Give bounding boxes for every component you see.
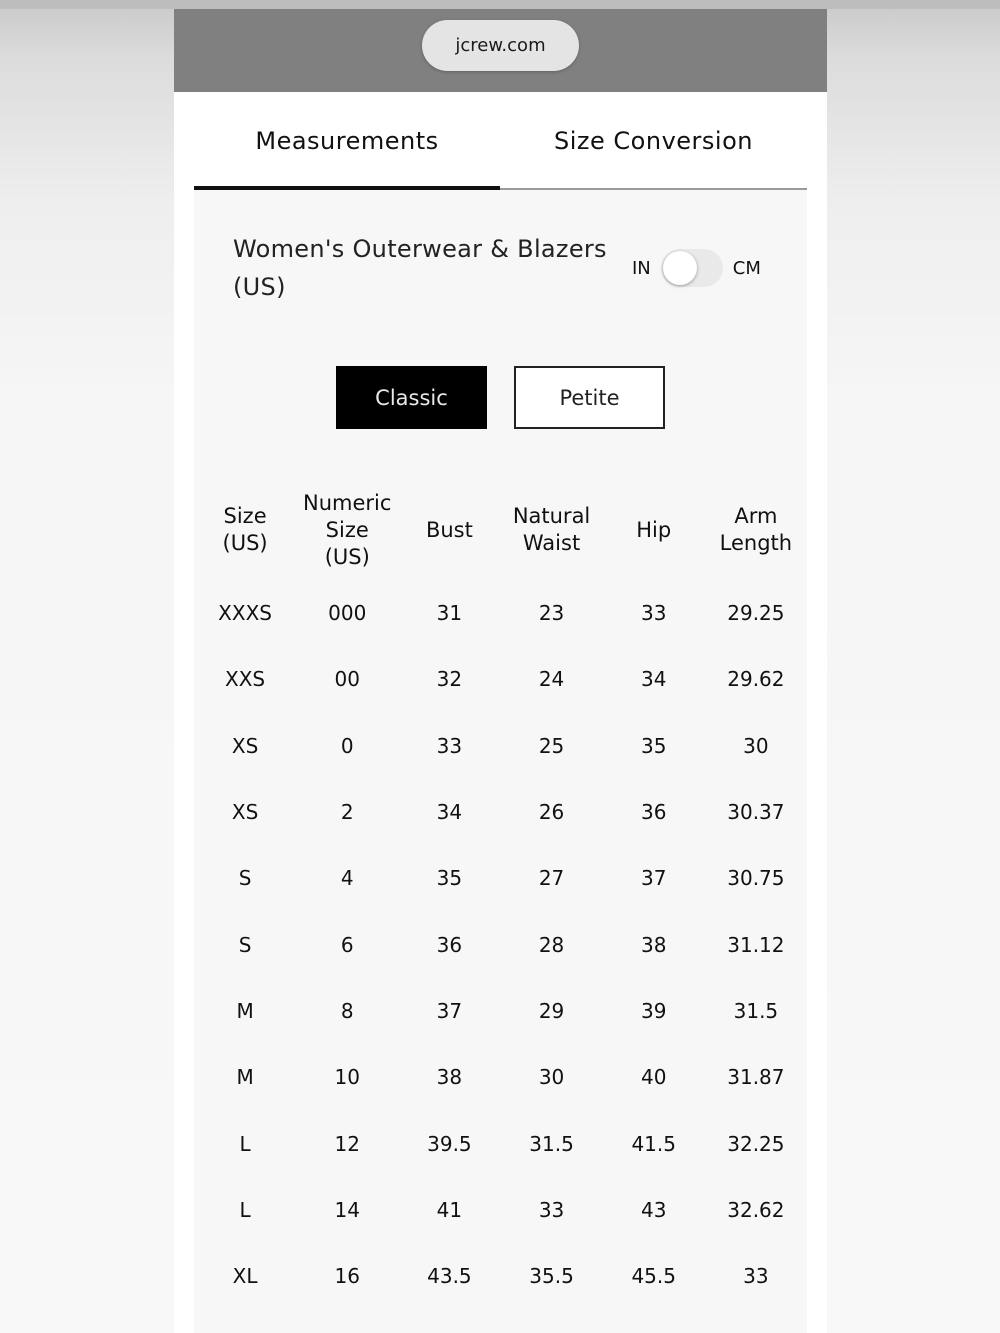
unit-label-in: IN: [632, 257, 651, 279]
tab-measurements[interactable]: Measurements: [255, 127, 439, 155]
cell-natural-waist: 33: [538, 1197, 565, 1222]
table-row: [194, 978, 807, 1044]
cell-numeric-size: 000: [328, 601, 367, 626]
cell-hip: 33: [640, 601, 667, 626]
cell-size: XL: [232, 1264, 258, 1289]
cell-hip: 40: [640, 1065, 667, 1090]
cell-bust: 35: [436, 866, 463, 891]
header-bust: Bust: [425, 517, 473, 542]
cell-natural-waist: 29: [538, 998, 565, 1023]
header-numeric-size: Numeric Size (US): [303, 490, 392, 569]
table-row: [194, 845, 807, 911]
cell-bust: 38: [436, 1065, 463, 1090]
table-row: [194, 1243, 807, 1309]
cell-hip: 45.5: [631, 1264, 676, 1289]
table-row: [194, 646, 807, 712]
cell-size: XXXS: [218, 601, 272, 626]
cell-bust: 34: [436, 800, 463, 825]
cell-size: S: [238, 932, 252, 957]
header-arm-length: Arm Length: [719, 504, 793, 555]
cell-hip: 39: [640, 998, 667, 1023]
browser-address-bar: [174, 9, 827, 92]
cell-hip: 36: [640, 800, 667, 825]
size-chart-tabs: [194, 92, 807, 192]
cell-hip: 38: [640, 932, 667, 957]
cell-natural-waist: 30: [538, 1065, 565, 1090]
mobile-viewport: [174, 9, 827, 1333]
cell-size: S: [238, 866, 252, 891]
cell-natural-waist: 25: [538, 733, 565, 758]
petite-fit-button[interactable]: Petite: [514, 366, 665, 429]
cell-arm-length: 31.87: [727, 1065, 785, 1090]
cell-size: XXS: [225, 667, 266, 692]
cell-hip: 35: [640, 733, 667, 758]
cell-natural-waist: 35.5: [529, 1264, 574, 1289]
cell-numeric-size: 4: [340, 866, 354, 891]
table-body: [194, 580, 807, 1309]
table-row: [194, 713, 807, 779]
cell-bust: 41: [436, 1197, 463, 1222]
cell-hip: 41.5: [631, 1131, 676, 1156]
cell-size: L: [239, 1131, 251, 1156]
size-chart-table: [194, 480, 807, 1309]
cell-numeric-size: 14: [334, 1197, 360, 1222]
cell-bust: 36: [436, 932, 463, 957]
cell-numeric-size: 0: [340, 733, 354, 758]
cell-size: M: [236, 998, 254, 1023]
cell-arm-length: 32.25: [727, 1131, 785, 1156]
header-natural-waist: Natural Waist: [512, 504, 591, 555]
unit-label-cm: CM: [732, 257, 761, 279]
cell-arm-length: 29.62: [727, 667, 785, 692]
header-size-us: Size (US): [222, 504, 268, 555]
category-title: Women's Outerwear & Blazers (US): [233, 235, 607, 301]
tab-size-conversion[interactable]: Size Conversion: [554, 127, 753, 155]
cell-natural-waist: 28: [538, 932, 565, 957]
cell-numeric-size: 10: [334, 1065, 360, 1090]
cell-arm-length: 31.12: [727, 932, 785, 957]
cell-natural-waist: 26: [538, 800, 565, 825]
cell-numeric-size: 12: [334, 1131, 360, 1156]
cell-size: M: [236, 1065, 254, 1090]
cell-arm-length: 31.5: [733, 998, 779, 1023]
cell-numeric-size: 8: [340, 998, 354, 1023]
table-row: [194, 911, 807, 977]
cell-bust: 39.5: [427, 1131, 472, 1156]
cell-arm-length: 30.75: [727, 866, 785, 891]
cell-bust: 43.5: [427, 1264, 472, 1289]
cell-numeric-size: 16: [334, 1264, 360, 1289]
cell-arm-length: 30.37: [727, 800, 785, 825]
header-hip: Hip: [636, 517, 672, 542]
cell-arm-length: 29.25: [727, 601, 785, 626]
table-row: [194, 779, 807, 845]
classic-fit-button[interactable]: Classic: [336, 366, 487, 429]
cell-natural-waist: 24: [538, 667, 565, 692]
unit-switch[interactable]: [661, 249, 723, 287]
cell-bust: 31: [436, 601, 463, 626]
screen-top-strip: [0, 0, 1000, 9]
table-row: [194, 1110, 807, 1176]
switch-knob: [663, 251, 697, 285]
cell-hip: 34: [640, 667, 667, 692]
unit-toggle: [632, 248, 761, 288]
cell-numeric-size: 2: [340, 800, 354, 825]
cell-natural-waist: 31.5: [529, 1131, 574, 1156]
cell-natural-waist: 27: [538, 866, 565, 891]
cell-size: XS: [231, 800, 259, 825]
table-row: [194, 1044, 807, 1110]
cell-hip: 43: [640, 1197, 667, 1222]
cell-arm-length: 33: [743, 1264, 769, 1289]
cell-arm-length: 32.62: [727, 1197, 785, 1222]
url-field[interactable]: jcrew.com: [422, 20, 579, 71]
table-row: [194, 1177, 807, 1243]
cell-arm-length: 30: [743, 733, 769, 758]
cell-numeric-size: 6: [340, 932, 354, 957]
cell-bust: 33: [436, 733, 463, 758]
table-header-row: [194, 480, 807, 580]
cell-size: L: [239, 1197, 251, 1222]
cell-bust: 37: [436, 998, 463, 1023]
cell-hip: 37: [640, 866, 667, 891]
table-row: [194, 580, 807, 646]
cell-natural-waist: 23: [538, 601, 565, 626]
cell-numeric-size: 00: [334, 667, 360, 692]
cell-bust: 32: [436, 667, 463, 692]
cell-size: XS: [231, 733, 259, 758]
measurements-panel: [194, 190, 807, 1333]
